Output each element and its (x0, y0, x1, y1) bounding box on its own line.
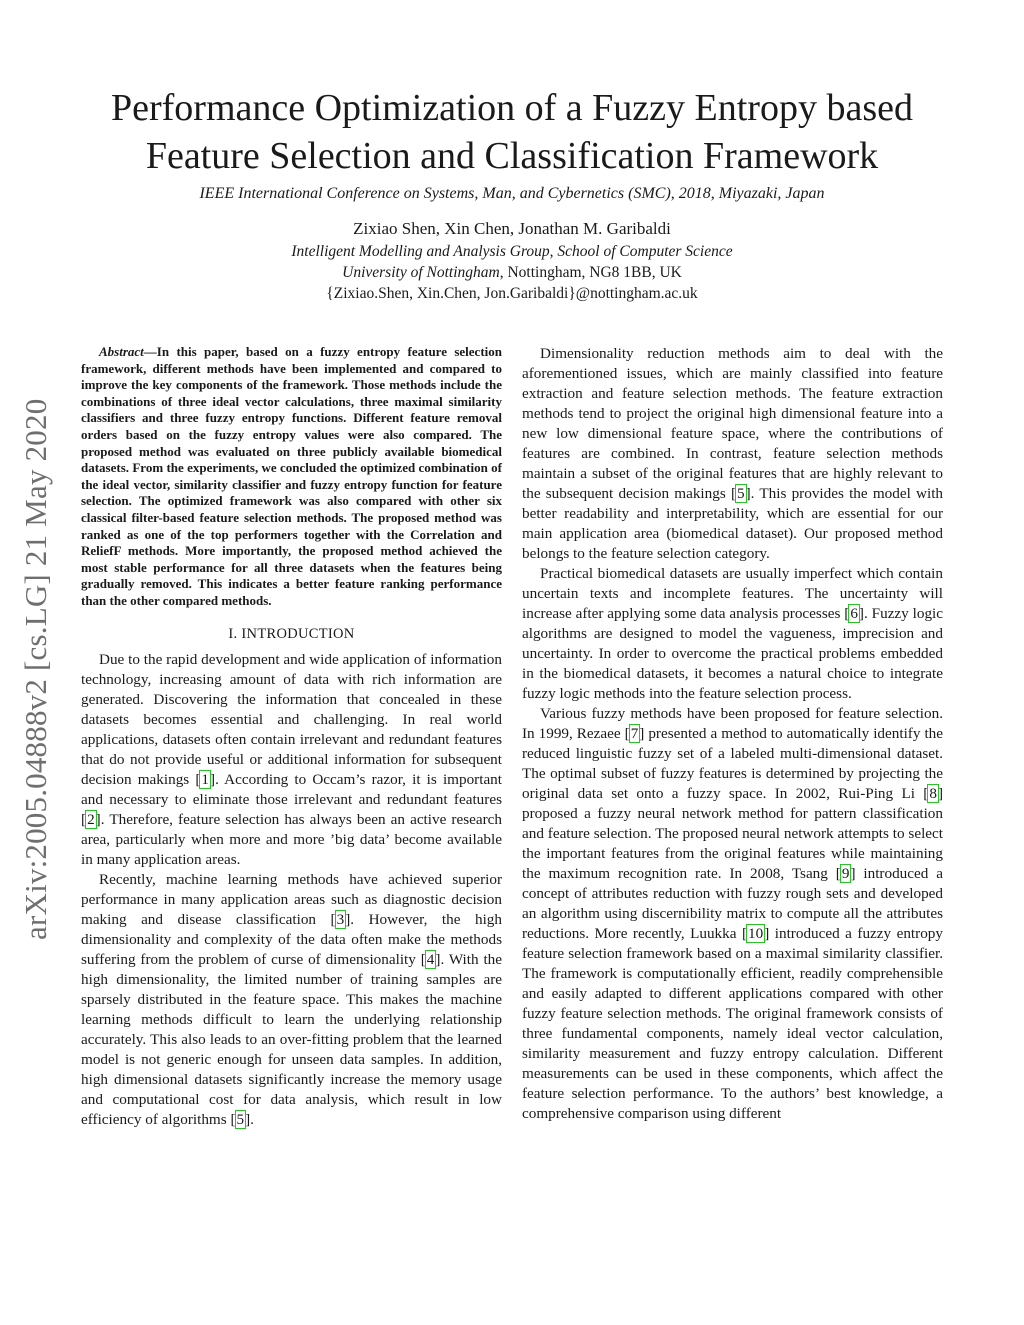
paragraph-text: . (250, 1110, 254, 1128)
title-line-1: Performance Optimization of a Fuzzy Entropy based (111, 87, 913, 129)
paragraph-text: Due to the rapid development and wide application of information technology, increasing amount of data with rich information are generated. Discovering the information that concealed in these datasets becomes essential and challenging. In real world applications, datasets often contain irrelevant and redundant features that do not provide useful or additional information for subsequent decision makings (81, 650, 502, 788)
paragraph-text: introduced a concept of attributes reduction with fuzzy rough sets and developed an algorithm using discernibility matrix to compute all the attributes reductions. More recently, Luukka (522, 865, 943, 942)
citation-link[interactable]: 7 (630, 725, 639, 742)
citation-link[interactable]: 1 (201, 770, 209, 788)
paragraph-text: . However, the high dimensionality and complexity of the data often make the methods suffering from the problem of curse of dimensionality (81, 910, 502, 968)
citation-link[interactable]: 4 (426, 950, 435, 968)
conference-venue: IEEE International Conference on Systems, Man, and Cybernetics (SMC), 2018, Miyazaki, Japan (199, 185, 825, 202)
paragraph-text: . With the high dimensionality, the limited number of training samples are sparsely distributed in the feature space. This makes the machine learning methods difficult to learn the underlying relationship accurately. This also leads to an over-fitting problem that the learned model is not generic enough for unseen data samples. In addition, high dimensional datasets significantly increase the memory usage and computational cost for data analysis, which result in low efficiency of algorithms (81, 950, 503, 1128)
university-name: University of Nottingham (342, 264, 500, 281)
intro-paragraph-5: Various fuzzy methods have been proposed for feature selection. In 1999, Rezaee [7] presented a method to automatically identify the reduced linguistic fuzzy set of a labeled multi-dimensional dataset. The optimal subset of fuzzy features is determined by projecting the original data set onto a fuzzy space. In 2002, Rui-Ping Li [8] proposed a fuzzy neural network method for pattern classification and feature selection. The proposed neural network attempts to select the important features from the original features while maintaining the maximum recognition rate. In 2008, Tsang [9] introduced a concept of attributes reduction with fuzzy rough sets and developed an algorithm using discernibility matrix to compute all the attributes reductions. More recently, Luukka [10] introduced a fuzzy entropy feature selection framework based on a maximal similarity classifier. The framework is computationally efficient, readily comprehensible and easily adapted to different applications compared with other fuzzy feature selection methods. The original framework consists of three fundamental components, namely ideal vector calculation, similarity measurement and fuzzy entropy calculation. Different measurements can be used in these components, which affect the feature selection performance. To the authors’ best knowledge, a comprehensive comparison using different (522, 705, 943, 1122)
paragraph-text: introduced a fuzzy entropy feature selection framework based on a maximal similarity classifier. The framework is computationally efficient, readily comprehensible and easily adapted to different applications compared with other fuzzy feature selection methods. The original framework consists of three fundamental components, namely ideal vector calculation, similarity measurement and fuzzy entropy calculation. Different measurements can be used in these components, which affect the feature selection performance. To the authors’ best knowledge, a comprehensive comparison using different (522, 925, 943, 1122)
intro-paragraph-1: Due to the rapid development and wide application of information technology, increasing amount of data with rich information are generated. Discovering the information that concealed in these datasets becomes essential and challenging. In real world applications, datasets often contain irrelevant and redundant features that do not provide useful or additional information for subsequent decision makings [1]. According to Occam’s razor, it is important and necessary to eliminate those irrelevant and redundant features [2]. Therefore, feature selection has always been an active research area, particularly when more and more ’big data’ become available in many application areas. (81, 650, 502, 868)
abstract-dash: — (143, 344, 157, 359)
section-title-rest: NTRODUCTION (246, 625, 355, 642)
section-numeral: I. (228, 625, 242, 642)
title-line-2: Feature Selection and Classification Framework (145, 135, 879, 177)
section-heading-introduction (81, 624, 502, 644)
paragraph-text: . This provides the model with better readability and interpretability, which are essential for our main application area (biomedical dataset). Our proposed method belongs to the feature selection category. (522, 485, 944, 562)
paragraph-text: . Therefore, feature selection has always been an active research area, particularly when more and more ’big data’ become available in many application areas. (81, 810, 502, 868)
paragraph-text: Dimensionality reduction methods aim to deal with the aforementioned issues, which are mainly classified into feature extraction and feature selection methods. The feature extraction methods tend to project the original high dimensional feature into a new low dimensional feature space, where the contributions of features are combined. In contrast, feature selection methods maintain a subset of the original features that are highly relevant to the subsequent decision makings (522, 345, 943, 502)
intro-paragraph-4: Practical biomedical datasets are usually imperfect which contain uncertain texts and incomplete features. The uncertainty will increase after applying some data analysis processes [6]. Fuzzy logic algorithms are designed to model the vagueness, imprecision and uncertainty. In order to overcome the practical problems embedded in the biomedical datasets, it becomes a natural choice to integrate fuzzy logic methods into the feature selection process. (522, 565, 943, 702)
citation-link[interactable]: 10 (748, 925, 764, 942)
paragraph-text: presented a method to automatically identify the reduced linguistic fuzzy set of a labeled multi-dimensional dataset. The optimal subset of fuzzy features is determined by projecting the original data set onto a fuzzy space. In 2002, Rui-Ping Li (522, 725, 943, 802)
citation-link[interactable]: 5 (236, 1110, 245, 1128)
affiliation-university (40, 264, 984, 282)
intro-paragraph-3: Dimensionality reduction methods aim to deal with the aforementioned issues, which are mainly classified into feature extraction and feature selection methods. The feature extraction methods tend to project the original high dimensional feature into a new low dimensional feature space, where the contributions of features are combined. In contrast, feature selection methods maintain a subset of the original features that are highly relevant to the subsequent decision makings [5]. This provides the model with better readability and interpretability, which are essential for our main application area (biomedical dataset). Our proposed method belongs to the feature selection category. (522, 345, 944, 562)
citation-link[interactable]: 5 (737, 485, 745, 502)
paragraph-text: Practical biomedical datasets are usually imperfect which contain uncertain texts and incomplete features. The uncertainty will increase after applying some data analysis processes (522, 565, 943, 622)
left-column (81, 344, 502, 1130)
paragraph-text: . Fuzzy logic algorithms are designed to model the vagueness, imprecision and uncertainty. In order to overcome the practical problems embedded in the biomedical datasets, it becomes a natural choice to integrate fuzzy logic methods into the feature selection process. (522, 605, 943, 702)
paragraph-text: . According to Occam’s razor, it is important and necessary to eliminate those irrelevant and redundant features (81, 770, 502, 808)
abstract-text: In this paper, based on a fuzzy entropy feature selection framework, different methods have been implemented and compared to improve the key components of the framework. Those methods include the combinations of three ideal vector calculations, three maximal similarity classifiers and three fuzzy entropy functions. Different feature removal orders based on the fuzzy entropy values were also compared. The proposed method was evaluated on three publicly available biomedical datasets. From the experiments, we concluded the optimized combination of the ideal vector, similarity classifier and fuzzy entropy function for feature selection. The optimized framework was also compared with other six classical filter-based feature selection methods. The proposed method was ranked as one of the top performers together with the Correlation and ReliefF methods. More importantly, the proposed method achieved the most stable performance for all three datasets when the features being gradually removed. This indicates a better feature ranking performance than the other compared methods. (81, 344, 502, 608)
citation-link[interactable]: 6 (850, 605, 858, 622)
paragraph-text: Recently, machine learning methods have achieved superior performance in many application areas such as diagnostic decision making and disease classification (81, 870, 502, 928)
citation-link[interactable]: 9 (841, 865, 850, 882)
citation-link[interactable]: 3 (336, 910, 345, 928)
author-emails: {Zixiao.Shen, Xin.Chen, Jon.Garibaldi}@nottingham.ac.uk (326, 285, 698, 302)
author-list: Zixiao Shen, Xin Chen, Jonathan M. Garibaldi (353, 219, 671, 238)
arxiv-identifier-stamp: arXiv:2005.04888v2 [cs.LG] 21 May 2020 (18, 398, 53, 940)
affiliation-group: Intelligent Modelling and Analysis Group, School of Computer Science (291, 243, 733, 260)
citation-link[interactable]: 2 (87, 810, 95, 828)
abstract (81, 344, 502, 610)
intro-paragraph-2: Recently, machine learning methods have achieved superior performance in many application areas such as diagnostic decision making and disease classification [3]. However, the high dimensionality and complexity of the data often make the methods suffering from the problem of curse of dimensionality [4]. With the high dimensionality, the limited number of training samples are sparsely distributed in the feature space. This makes the machine learning methods difficult to learn the underlying relationship accurately. This also leads to an over-fitting problem that the learned model is not generic enough for unseen data samples. In addition, high dimensional datasets significantly increase the memory usage and computational cost for data analysis, which result in low efficiency of algorithms [5]. (81, 870, 503, 1128)
paper-title (40, 84, 984, 180)
paragraph-text: proposed a fuzzy neural network method for pattern classification and feature selection. The proposed neural network attempts to select the important features from the original features while maintaining the maximum recognition rate. In 2008, Tsang (522, 805, 943, 882)
university-address: , Nottingham, NG8 1BB, UK (499, 264, 682, 281)
citation-link[interactable]: 8 (929, 785, 937, 802)
section-title-initial: I (241, 625, 247, 642)
abstract-label: Abstract (99, 344, 144, 359)
paragraph-text: Various fuzzy methods have been proposed for feature selection. In 1999, Rezaee (522, 705, 943, 742)
right-column (522, 344, 943, 1124)
